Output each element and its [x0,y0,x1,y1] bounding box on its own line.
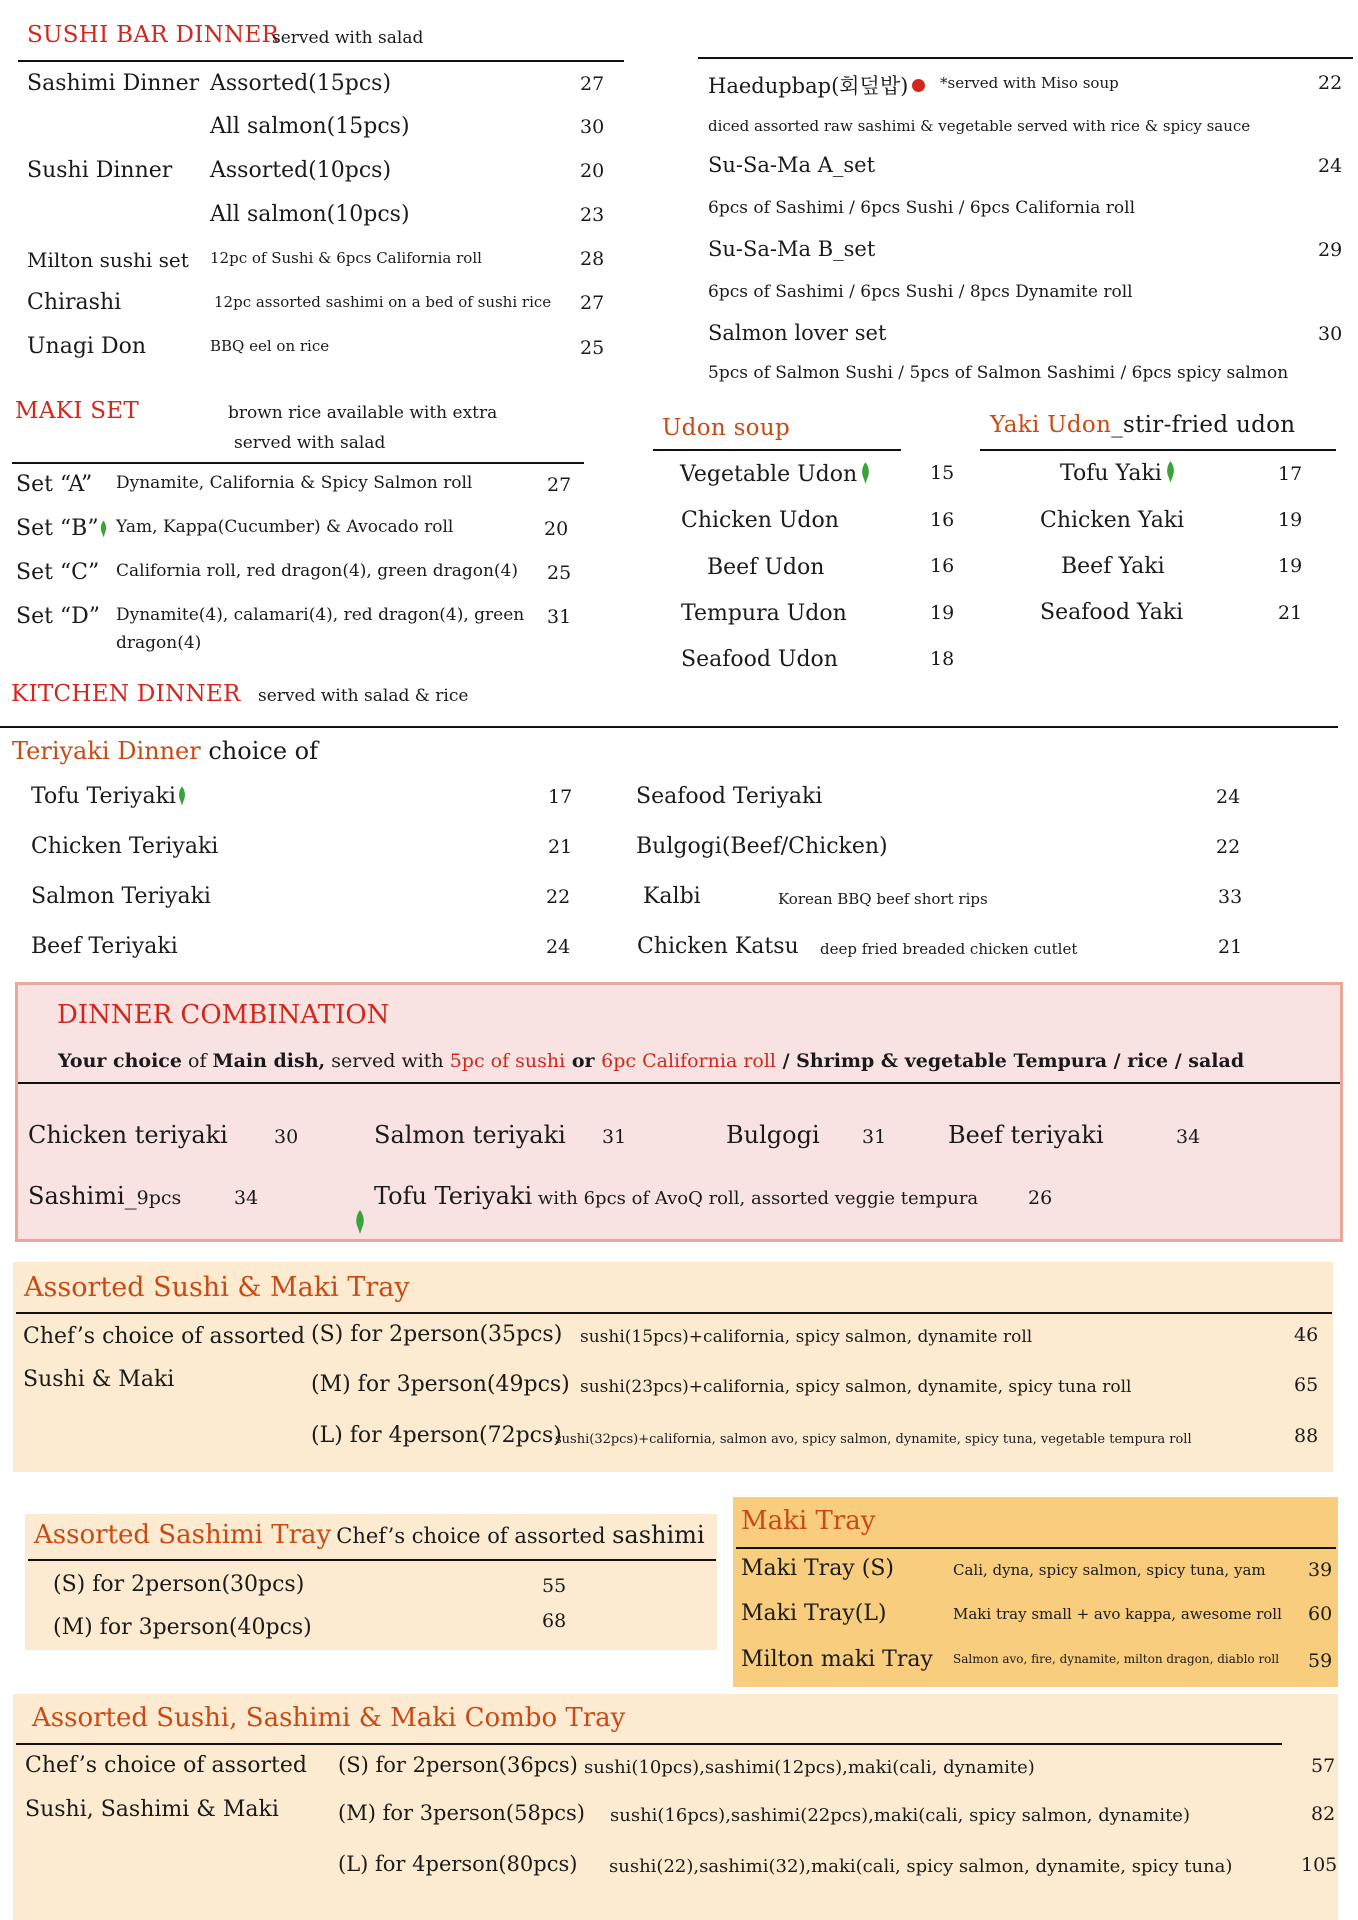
tray-desc: sushi(32pcs)+california, salmon avo, spicy salmon, dynamite, spicy tuna, vegetable tempura roll [555,1432,1192,1447]
maki-set-item-price: 31 [547,606,572,628]
special-item-name: Su-Sa-Ma A_set [708,153,876,177]
combo-item-price: 31 [602,1126,627,1148]
teriyaki-item-name: Kalbi [643,884,701,909]
divider [653,449,901,451]
haedupbap-name: Haedupbap(회덮밥) [708,74,909,98]
special-item-desc: 6pcs of Sashimi / 6pcs Sushi / 8pcs Dynamite roll [708,282,1133,302]
special-item-desc: 5pcs of Salmon Sushi / 5pcs of Salmon Sashimi / 6pcs spicy salmon [708,363,1289,383]
sushi-bar-item-price: 23 [580,204,605,226]
sushi-bar-item-option: Assorted(15pcs) [210,71,392,96]
tray-price: 105 [1301,1854,1338,1876]
maki-set-item-price: 25 [547,562,572,584]
special-item-price: 22 [1318,72,1343,94]
tray-price: 57 [1311,1755,1336,1777]
teriyaki-item-price: 21 [1218,936,1243,958]
teriyaki-item-price: 22 [546,886,571,908]
maki-tray-title: Maki Tray [741,1506,876,1536]
maki-set-item-name [16,516,107,541]
teriyaki-heading [12,737,318,765]
sushi-bar-item-option: All salmon(15pcs) [210,114,410,139]
sashimi-tray-heading [34,1520,705,1550]
sushi-bar-item-option: 12pc of Sushi & 6pcs California roll [210,249,482,267]
tofu-teriyaki-combo-desc: with 6pcs of AvoQ roll, assorted veggie tempura [532,1188,979,1209]
sushi-bar-item-option: All salmon(10pcs) [210,202,410,227]
udon-item-name: Chicken Udon [681,508,839,533]
combo-desc-part: Main dish, [212,1050,326,1072]
tray-price: 46 [1294,1324,1319,1346]
divider [28,1559,716,1561]
tray-size: (L) for 4person(72pcs) [311,1423,562,1448]
sushi-bar-item-price: 28 [580,248,605,270]
teriyaki-item-name: Bulgogi(Beef/Chicken) [636,834,888,859]
tray-left-text: Chef’s choice of assorted [23,1324,305,1349]
combo-desc-part: 6pc California roll [601,1050,776,1072]
tray-left-text: Sushi & Maki [23,1367,175,1392]
special-item-name [708,70,925,100]
divider [16,1743,1282,1745]
maki-tray-item-desc: Salmon avo, fire, dynamite, milton dragon, diablo roll [953,1652,1280,1666]
yaki-item-price: 19 [1278,509,1303,531]
tofu-teriyaki-combo-label: Tofu Teriyaki [374,1182,533,1210]
teriyaki-item-price: 22 [1216,836,1241,858]
teriyaki-item-name: Beef Teriyaki [31,934,178,959]
vegetable-udon-label: Vegetable Udon [680,462,858,487]
tofu-yaki-label: Tofu Yaki [1060,461,1162,486]
divider [18,1082,1340,1084]
tray-price: 65 [1294,1374,1319,1396]
yaki-item-name: Seafood Yaki [1040,600,1184,625]
udon-item-price: 16 [930,509,955,531]
maki-set-note: brown rice available with extra [228,403,498,423]
maki-tray-item-desc: Cali, dyna, spicy salmon, spicy tuna, yam [953,1561,1266,1579]
maki-set-item-price: 20 [544,518,569,540]
kitchen-note: served with salad & rice [258,686,469,706]
teriyaki-item-price: 21 [548,836,573,858]
maki-set-item-name: Set “D” [16,604,101,629]
spicy-dot-icon [912,79,925,92]
sushi-bar-item-name: Sashimi Dinner [27,71,200,96]
set-b-label: Set “B” [16,516,99,541]
divider [16,1312,1332,1314]
sushi-bar-item-option: Assorted(10pcs) [210,158,392,183]
sushi-bar-item-price: 25 [580,337,605,359]
special-item-desc: 6pcs of Sashimi / 6pcs Sushi / 6pcs California roll [708,198,1136,218]
combo-item-price: 34 [1176,1126,1201,1148]
tray-desc: sushi(22),sashimi(32),maki(cali, spicy salmon, dynamite, spicy tuna) [609,1856,1233,1877]
sashimi-tray-sub: Chef’s choice of assorted [336,1524,613,1548]
teriyaki-item-price: 24 [1216,786,1241,808]
sushi-bar-title: SUSHI BAR DINNER [27,22,280,48]
yaki-item-price: 19 [1278,555,1303,577]
kitchen-title: KITCHEN DINNER [11,681,241,707]
sushi-bar-item-price: 20 [580,160,605,182]
combo-item-name: Salmon teriyaki [374,1121,566,1149]
combo-item-name [28,1182,181,1210]
divider [698,57,1353,59]
sashimi-label: Sashimi_ [28,1182,137,1210]
sushi-bar-note: served with salad [272,28,424,48]
special-item-price: 30 [1318,323,1343,345]
udon-item-name: Beef Udon [707,555,825,580]
sashimi-tray-sub-bold: sashimi [612,1521,705,1549]
tray-price: 55 [542,1575,567,1597]
tray-price: 82 [1311,1803,1336,1825]
combo-title: DINNER COMBINATION [57,1000,390,1030]
special-item-price: 24 [1318,155,1343,177]
udon-item-price: 19 [930,602,955,624]
combo-tray-title: Assorted Sushi, Sashimi & Maki Combo Tray [32,1703,626,1733]
sushi-bar-item-price: 30 [580,116,605,138]
combo-item-name: Beef teriyaki [948,1121,1104,1149]
sushi-bar-item-price: 27 [580,292,605,314]
sushi-bar-item-price: 27 [580,73,605,95]
maki-tray-item-name: Milton maki Tray [741,1647,933,1672]
yaki-item-price: 21 [1278,602,1303,624]
teriyaki-item-desc: deep fried breaded chicken cutlet [820,940,1078,958]
leaf-icon [861,462,870,484]
teriyaki-item-name: Salmon Teriyaki [31,884,211,909]
tray-desc: sushi(16pcs),sashimi(22pcs),maki(cali, spicy salmon, dynamite) [610,1805,1190,1826]
sushi-maki-tray-title: Assorted Sushi & Maki Tray [24,1272,410,1303]
combo-item-name: Bulgogi [726,1121,820,1149]
tray-size: (S) for 2person(35pcs) [311,1322,563,1347]
tray-size: (S) for 2person(30pcs) [53,1572,305,1597]
tofu-teriyaki-label: Tofu Teriyaki [31,784,176,809]
combo-desc-part: or [565,1050,602,1072]
divider [18,60,624,62]
yaki-item-name: Chicken Yaki [1040,508,1185,533]
maki-set-note: served with salad [234,433,386,453]
maki-set-item-desc: Dynamite, California & Spicy Salmon roll [116,473,473,493]
combo-desc-part: Your choice [58,1050,182,1072]
special-item-name: Su-Sa-Ma B_set [708,237,876,261]
combo-desc-part: 5pc of sushi [449,1050,566,1072]
sushi-bar-item-name: Chirashi [27,290,122,315]
sashimi-tray-title: Assorted Sashimi Tray [34,1520,332,1550]
maki-set-item-desc: California roll, red dragon(4), green dragon(4) [116,561,518,581]
teriyaki-item-desc: Korean BBQ beef short rips [778,890,988,908]
leaf-icon [355,1210,365,1234]
tray-size: (S) for 2person(36pcs) [338,1753,578,1777]
sushi-bar-item-name: Milton sushi set [27,248,189,272]
maki-set-item-desc: Dynamite(4), calamari(4), red dragon(4), green [116,605,525,625]
teriyaki-item-name: Chicken Teriyaki [31,834,219,859]
udon-item-name: Tempura Udon [681,601,847,626]
yaki-title [990,412,1295,438]
combo-item-price: 31 [862,1126,887,1148]
teriyaki-item-price: 33 [1218,886,1243,908]
tray-left-text: Chef’s choice of assorted [25,1753,307,1778]
maki-set-item-name: Set “C” [16,560,100,585]
sashimi-pcs: 9pcs [136,1187,182,1209]
combo-desc-part: / Shrimp & vegetable Tempura / rice / salad [776,1050,1245,1072]
yaki-item-name [1060,461,1175,486]
tray-left-text: Sushi, Sashimi & Maki [25,1797,279,1822]
maki-tray-item-name: Maki Tray(L) [741,1601,887,1626]
tray-price: 88 [1294,1425,1319,1447]
leaf-icon [1166,461,1175,483]
combo-item-name: Chicken teriyaki [28,1121,228,1149]
maki-tray-item-price: 60 [1308,1603,1333,1625]
special-item-name: Salmon lover set [708,321,887,345]
yaki-title-main: Yaki Udon [990,412,1112,438]
sushi-bar-item-name: Sushi Dinner [27,158,173,183]
leaf-icon [178,786,186,806]
udon-item-name [680,462,870,487]
teriyaki-item-price: 24 [546,936,571,958]
udon-item-name: Seafood Udon [681,647,838,672]
teriyaki-item-name: Chicken Katsu [637,934,799,959]
teriyaki-item-name [31,784,186,809]
maki-tray-item-name: Maki Tray (S) [741,1556,894,1581]
divider [0,726,1338,728]
divider [736,1547,1336,1549]
combo-desc-part: served with [325,1050,450,1072]
tray-desc: sushi(15pcs)+california, spicy salmon, dynamite roll [580,1327,1033,1347]
tray-size: (M) for 3person(40pcs) [53,1615,312,1640]
combo-item-price: 34 [234,1187,259,1209]
divider [12,462,584,464]
maki-tray-item-price: 59 [1308,1650,1333,1672]
divider [980,449,1336,451]
maki-set-item-desc: Yam, Kappa(Cucumber) & Avocado roll [116,517,454,537]
udon-item-price: 15 [930,462,955,484]
combo-desc-part: of [181,1050,213,1072]
teriyaki-title: Teriyaki Dinner [12,737,201,765]
maki-set-item-desc: dragon(4) [116,633,202,653]
teriyaki-sub: choice of [200,737,318,765]
combo-item-name [374,1182,978,1210]
tray-size: (M) for 3person(58pcs) [338,1801,585,1825]
maki-tray-item-price: 39 [1308,1559,1333,1581]
yaki-title-sub: _stir-fried udon [1111,412,1296,438]
combo-item-price: 26 [1028,1187,1053,1209]
special-item-price: 29 [1318,239,1343,261]
teriyaki-item-name: Seafood Teriyaki [636,784,823,809]
tray-price: 68 [542,1610,567,1632]
sushi-bar-item-option: 12pc assorted sashimi on a bed of sushi rice [214,293,552,311]
maki-set-item-name: Set “A” [16,472,93,497]
udon-item-price: 18 [930,648,955,670]
tray-size: (L) for 4person(80pcs) [338,1852,578,1876]
udon-title: Udon soup [662,415,790,441]
sushi-bar-item-name: Unagi Don [27,334,146,359]
special-item-note: *served with Miso soup [940,74,1119,92]
maki-set-item-price: 27 [547,474,572,496]
combo-item-price: 30 [274,1126,299,1148]
teriyaki-item-price: 17 [548,786,573,808]
tray-size: (M) for 3person(49pcs) [311,1372,570,1397]
udon-item-price: 16 [930,555,955,577]
combo-desc [58,1050,1244,1072]
yaki-item-name: Beef Yaki [1061,554,1165,579]
maki-set-title: MAKI SET [15,398,140,424]
leaf-icon [100,520,107,538]
sushi-bar-item-option: BBQ eel on rice [210,337,330,355]
maki-tray-item-desc: Maki tray small + avo kappa, awesome roll [953,1605,1282,1623]
tray-desc: sushi(10pcs),sashimi(12pcs),maki(cali, dynamite) [584,1757,1035,1778]
yaki-item-price: 17 [1278,463,1303,485]
tray-desc: sushi(23pcs)+california, spicy salmon, dynamite, spicy tuna roll [580,1377,1132,1397]
special-item-desc: diced assorted raw sashimi & vegetable served with rice & spicy sauce [708,117,1251,135]
